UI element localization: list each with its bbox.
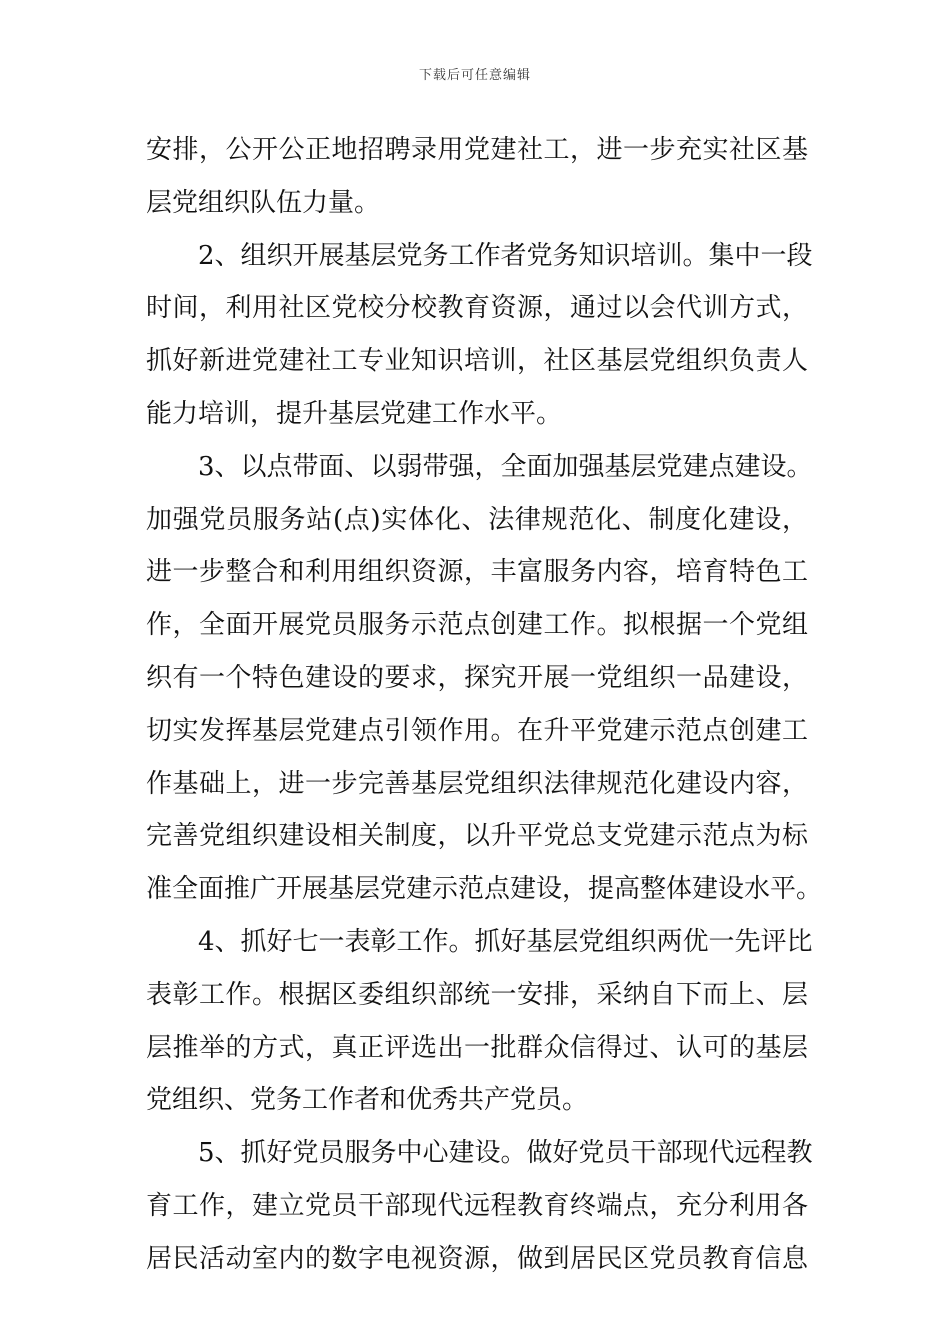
text-line: 准全面推广开展基层党建示范点建设，提高整体建设水平。: [146, 874, 823, 905]
text-line: 4、抓好七一表彰工作。抓好基层党组织两优一先评比: [198, 926, 813, 957]
text-line: 5、抓好党员服务中心建设。做好党员干部现代远程教: [198, 1138, 813, 1169]
text-line: 居民活动室内的数字电视资源，做到居民区党员教育信息: [146, 1243, 808, 1274]
text-line: 党组织、党务工作者和优秀共产党员。: [146, 1085, 589, 1116]
text-line: 进一步整合和利用组织资源，丰富服务内容，培育特色工: [146, 557, 808, 588]
page-header: 下载后可任意编辑: [418, 68, 531, 83]
text-line: 抓好新进党建社工专业知识培训，社区基层党组织负责人: [146, 346, 808, 377]
text-line: 能力培训，提升基层党建工作水平。: [146, 398, 563, 429]
text-line: 3、以点带面、以弱带强，全面加强基层党建点建设。: [198, 451, 813, 482]
document-body: [146, 124, 823, 1286]
text-line: 切实发挥基层党建点引领作用。在升平党建示范点创建工: [146, 715, 808, 746]
text-line: 完善党组织建设相关制度，以升平党总支党建示范点为标: [146, 821, 808, 852]
text-line: 表彰工作。根据区委组织部统一安排，采纳自下而上、层: [146, 979, 808, 1010]
text-line: 时间，利用社区党校分校教育资源，通过以会代训方式，: [146, 293, 808, 324]
text-line: 安排，公开公正地招聘录用党建社工，进一步充实社区基: [146, 135, 808, 165]
text-line: 织有一个特色建设的要求，探究开展一党组织一品建设，: [146, 662, 808, 693]
text-line: 2、组织开展基层党务工作者党务知识培训。集中一段: [198, 240, 813, 271]
text-line: 加强党员服务站(点)实体化、法律规范化、制度化建设，: [146, 504, 808, 535]
text-line: 层推举的方式，真正评选出一批群众信得过、认可的基层: [146, 1032, 808, 1063]
text-line: 作，全面开展党员服务示范点创建工作。拟根据一个党组: [146, 610, 808, 641]
text-line: 育工作，建立党员干部现代远程教育终端点，充分利用各: [146, 1190, 808, 1221]
text-line: 层党组织队伍力量。: [146, 187, 381, 218]
text-line: 作基础上，进一步完善基层党组织法律规范化建设内容，: [146, 768, 808, 799]
